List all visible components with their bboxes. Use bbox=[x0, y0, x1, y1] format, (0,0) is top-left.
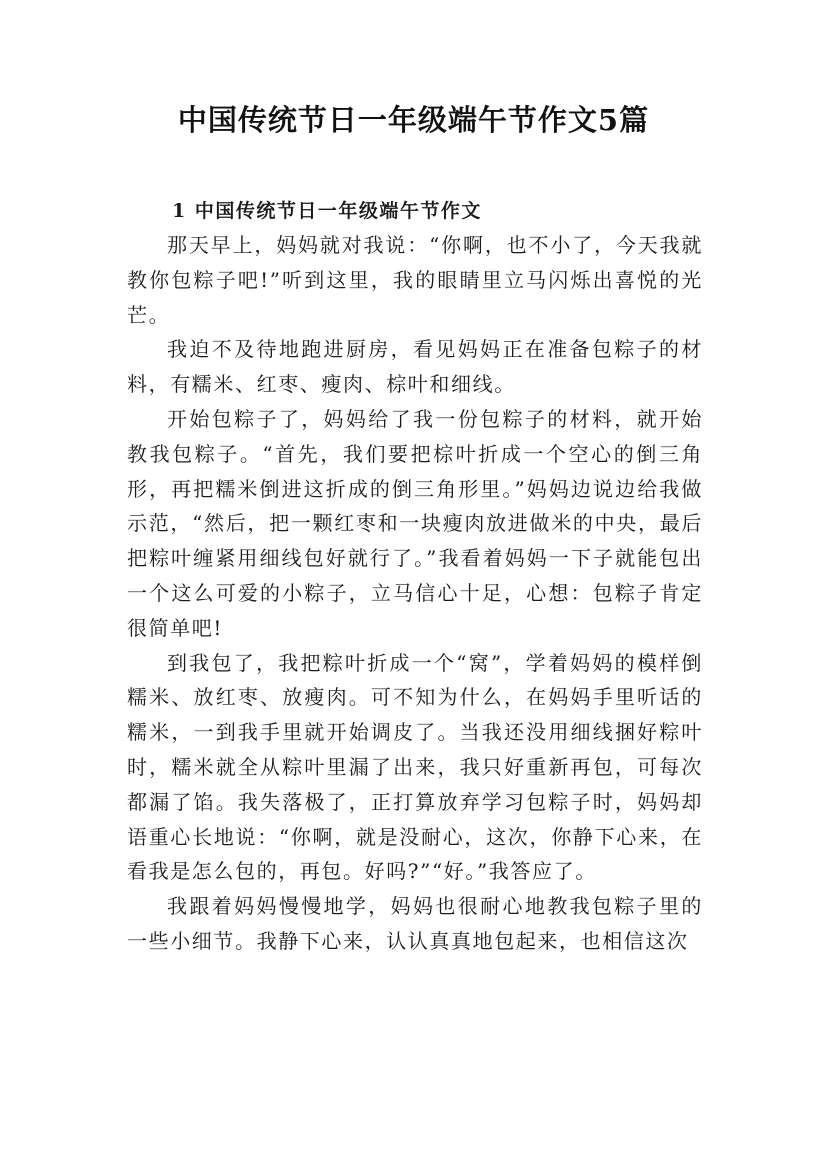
document-title: 中国传统节日一年级端午节作文5篇 bbox=[177, 103, 650, 137]
paragraph: 到我包了，我把粽叶折成一个“窝”，学着妈妈的模样倒糯米、放红枣、放瘦肉。可不知为什么，在妈妈手里听话的糯米，一到我手里就开始调皮了。当我还没用细线捆好粽叶时，糯米就全从粽叶里漏了出来，我只好重新再包，可每次都漏了馅。我失落极了，正打算放弃学习包粽子时，妈妈却语重心长地说：“你啊，就是没耐心，这次，你静下心来，在看我是怎么包的，再包。好吗?”“好。”我答应了。 bbox=[127, 650, 703, 884]
paragraph: 那天早上，妈妈就对我说：“你啊，也不小了，今天我就教你包粽子吧!”听到这里，我的眼睛里立马闪烁出喜悦的光芒。 bbox=[127, 233, 703, 327]
paragraph: 开始包粽子了，妈妈给了我一份包粽子的材料，就开始教我包粽子。“首先，我们要把棕叶折成一个空心的倒三角形，再把糯米倒进这折成的倒三角形里。”妈妈边说边给我做示范，“然后，把一颗红枣和一块瘦肉放进做米的中央，最后把粽叶缠紧用细线包好就行了。”我看着妈妈一下子就能包出一个这么可爱的小粽子，立马信心十足，心想：包粽子肯定很简单吧! bbox=[127, 406, 703, 640]
paragraph: 我迫不及待地跑进厨房，看见妈妈正在准备包粽子的材料，有糯米、红枣、瘦肉、棕叶和细线。 bbox=[127, 337, 703, 397]
essay-body bbox=[127, 228, 703, 959]
section-heading: 1 中国传统节日一年级端午节作文 bbox=[172, 200, 482, 222]
paragraph: 我跟着妈妈慢慢地学，妈妈也很耐心地教我包粽子里的一些小细节。我静下心来，认认真真地包起来，也相信这次 bbox=[127, 894, 703, 953]
